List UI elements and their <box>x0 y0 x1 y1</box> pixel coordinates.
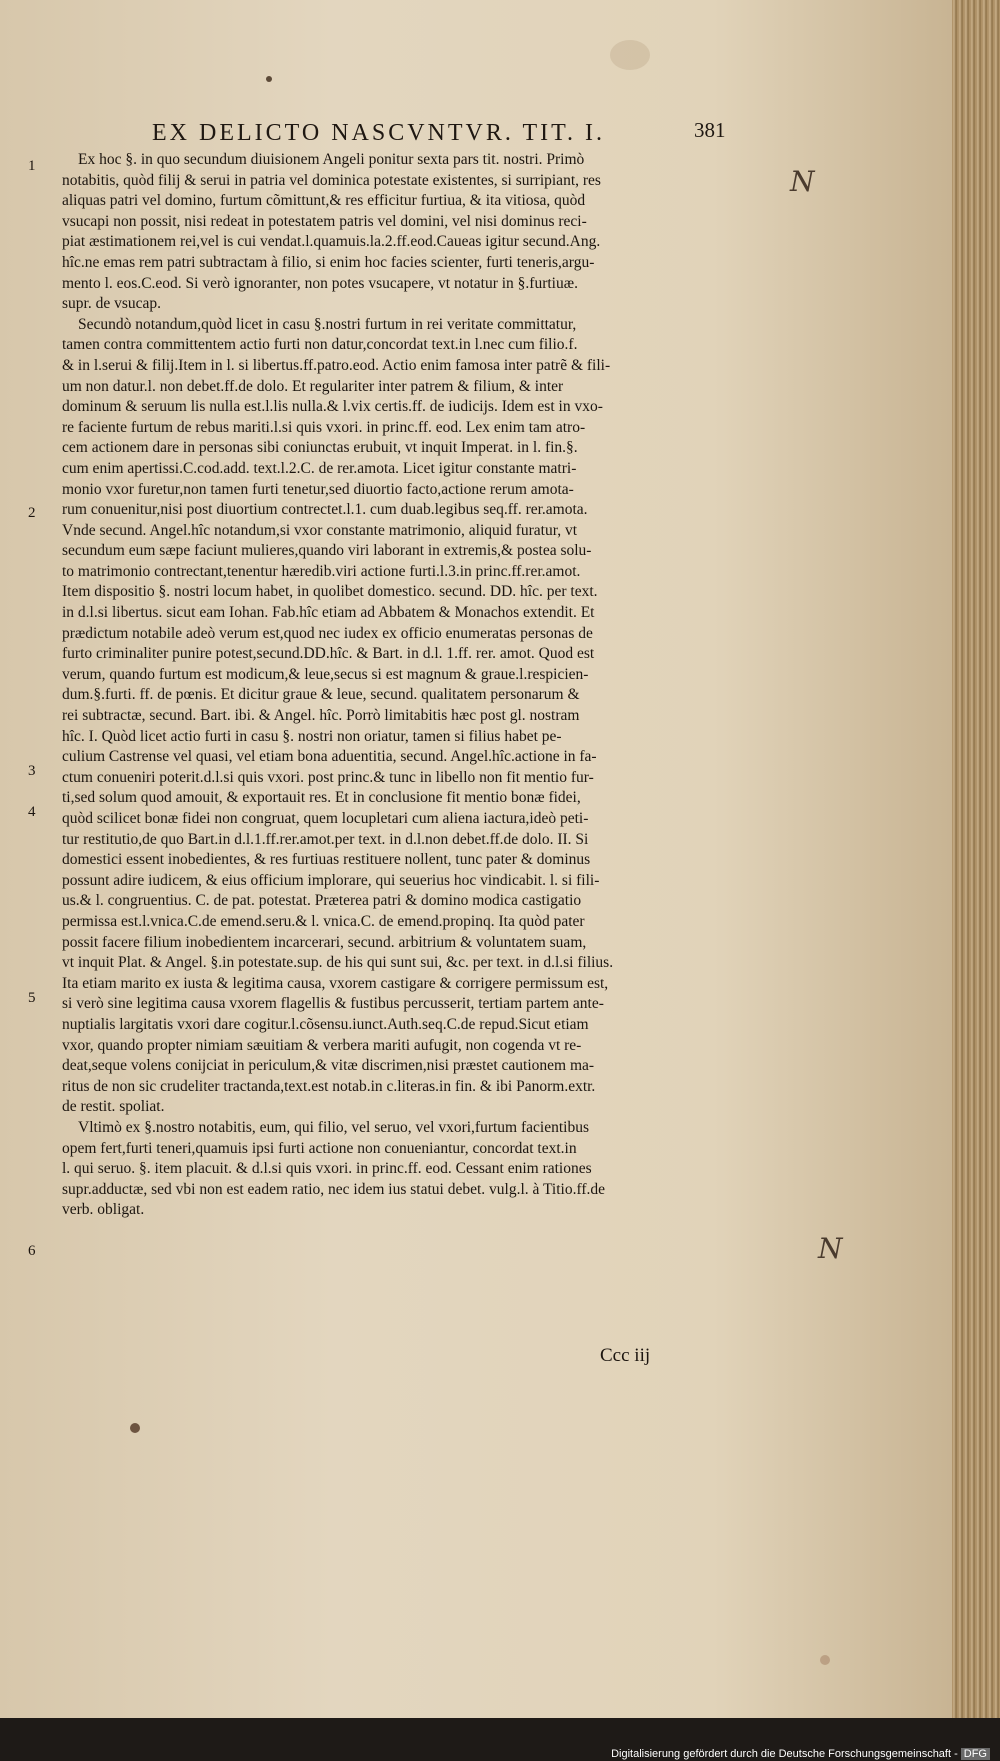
text-line: aliquas patri vel domino, furtum cõmittunt,& res efficitur furtiua, & ita vitiosa, quòd <box>62 192 586 210</box>
marginal-number: 4 <box>28 804 36 820</box>
text-line: ctum conueniri poterit.d.l.si quis vxori. post princ.& tunc in libello non fit mentio fur- <box>62 768 594 786</box>
text-line: supr. de vsucap. <box>62 295 162 313</box>
text-line: Vnde secund. Angel.hîc notandum,si vxor constante matrimonio, aliquid furatur, vt <box>62 521 578 539</box>
text-line: cum enim apertissi.C.cod.add. text.l.2.C. de rer.amota. Licet igitur constante matri- <box>62 459 577 477</box>
text-line: verb. obligat. <box>62 1201 145 1219</box>
text-line: si verò sine legitima causa vxorem flagellis & fustibus percusserit, tertiam partem ante- <box>62 995 604 1013</box>
text-line: vt inquit Plat. & Angel. §.in potestate.sup. de his qui sunt sui, &c. per text. in d.l.si filius. <box>62 954 614 972</box>
text-line: permissa est.l.vnica.C.de emend.seru.& l. vnica.C. de emend.propinq. Ita quòd pater <box>62 912 585 930</box>
text-line: verum, quando furtum est modicum,& leue,secus si est magnum & graue.l.respicien- <box>62 665 589 683</box>
foxing-spot <box>610 40 650 70</box>
text-line: to matrimonio contrectant,tenentur hæredib.viri actione furti.l.3.in princ.ff.rer.amot. <box>62 562 581 580</box>
text-line: mento l. eos.C.eod. Si verò ignoranter, non potes vsucapere, vt notatur in §.furtiuæ. <box>62 274 578 292</box>
text-line: tamen contra committentem actio furti non datur,concordat text.in l.nec cum filio.f. <box>62 336 578 354</box>
credit-text: Digitalisierung gefördert durch die Deutsche Forschungsgemeinschaft - <box>611 1748 958 1760</box>
text-line: secundum eum sæpe faciunt mulieres,quando viri laborant in extremis,& postea solu- <box>62 542 592 560</box>
text-line: piat æstimationem rei,vel is cui vendat.l.quamuis.la.2.ff.eod.Caueas igitur secund.Ang. <box>62 233 601 251</box>
dfg-logo: DFG <box>961 1748 990 1760</box>
text-line: Vltimò ex §.nostro notabitis, eum, qui filio, vel seruo, vel vxori,furtum facientibus <box>78 1118 589 1136</box>
text-line: nuptialis largitatis vxori dare cogitur.l.cõsensu.iunct.Auth.seq.C.de repud.Sicut etiam <box>62 1015 589 1033</box>
foxing-spot <box>820 1655 830 1665</box>
text-line: quòd scilicet bonæ fidei non congruat, quem locupletari cum aliena iactura,ideò peti- <box>62 810 589 827</box>
digitization-credit <box>611 1748 990 1760</box>
text-line: Ita etiam marito ex iusta & legitima causa, vxorem castigare & corrigere permissum est, <box>62 974 609 992</box>
text-line: re faciente furtum de rebus mariti.l.si quis vxori. in princ.ff. eod. Lex enim tam atro- <box>62 418 586 436</box>
text-line: vxor, quando propter nimiam sæuitiam & verbera mariti aufugit, non cogenda vt re- <box>62 1036 582 1054</box>
text-line: dominum & seruum lis nulla est.l.lis nulla.& l.vix certis.ff. de iudicijs. Idem est in vxo- <box>62 398 603 416</box>
text-line: possit facere filium inobedientem incarcerari, secund. arbitrium & voluntatem suam, <box>62 933 587 951</box>
handwritten-annotation: N <box>790 165 815 198</box>
page-fore-edge <box>952 0 1000 1718</box>
text-line: ti,sed solum quod amouit, & exportauit res. Et in conclusione fit mentio bonæ fidei, <box>62 789 581 807</box>
marginal-number: 2 <box>28 505 36 521</box>
text-line: hîc.ne emas rem patri subtractam à filio, si enim hoc facies scienter, furti teneris,argu- <box>62 253 595 271</box>
text-line: possunt adire iudicem, & eius officium implorare, qui seuerius hoc vindicabit. l. si fili- <box>62 871 600 889</box>
text-line: domestici essent inobedientes, & res furtiuas restituere nollent, tunc pater & dominus <box>62 851 591 869</box>
marginal-number: 5 <box>28 990 36 1006</box>
ink-speck <box>130 1423 140 1433</box>
text-line: ritus de non sic crudeliter tractanda,text.est notab.in c.literas.in fin. & ibi Panorm.extr. <box>62 1077 596 1095</box>
text-line: tur restitutio,de quo Bart.in d.l.1.ff.rer.amot.per text. in d.l.non debet.ff.de dolo. II. Si <box>62 830 589 848</box>
text-line: Secundò notandum,quòd licet in casu §.nostri furtum in rei veritate committatur, <box>78 315 577 333</box>
text-line: notabitis, quòd filij & serui in patria vel dominica potestate existentes, si surripiant, res <box>62 171 601 189</box>
text-line: us.& l. congruentius. C. de pat. potestat. Præterea patri & domino modica castigatio <box>62 892 582 910</box>
text-line: vsucapi non possit, nisi redeat in potestatem patris vel domini, vel nisi dominus reci- <box>62 212 587 230</box>
text-line: cem actionem dare in personas sibi coniunctas erubuit, vt inquit Imperat. in l. fin.§. <box>62 439 578 457</box>
body-text <box>62 150 750 1221</box>
text-line: monio vxor furetur,non tamen furti tenetur,sed diuortio facto,actione rerum amota- <box>62 480 574 498</box>
text-line: supr.adductæ, sed vbi non est eadem ratio, nec idem ius statui debet. vulg.l. à Titio.ff.de <box>62 1180 605 1198</box>
marginal-number: 1 <box>28 158 36 174</box>
handwritten-annotation: N <box>818 1232 843 1265</box>
text-line: & in l.serui & filij.Item in l. si libertus.ff.patro.eod. Actio enim famosa inter patrẽ & fili- <box>62 356 611 374</box>
text-line: Item dispositio §. nostri locum habet, in quolibet domestico. secund. DD. hîc. per text. <box>62 583 598 601</box>
paragraph <box>62 150 750 315</box>
text-line: deat,seque volens conijciat in periculum,& vitæ discrimen,nisi præstet cautionem ma- <box>62 1057 595 1075</box>
text-line: in d.l.si libertus. sicut eam Iohan. Fab.hîc etiam ad Abbatem & Monachos extendit. Et <box>62 604 595 622</box>
text-line: Ex hoc §. in quo secundum diuisionem Angeli ponitur sexta pars tit. nostri. Primò <box>78 151 585 168</box>
page-number: 381 <box>694 118 726 142</box>
paragraph <box>62 315 750 1118</box>
paragraph <box>62 1118 750 1221</box>
running-head: EX DELICTO NASCVNTVR. TIT. I. <box>152 120 605 146</box>
text-line: opem fert,furti teneri,quamuis ipsi furti actione non conueniantur, concordat text.in <box>62 1139 577 1157</box>
text-line: de restit. spoliat. <box>62 1098 165 1116</box>
text-line: culium Castrense vel quasi, vel etiam bona aduentitia, secund. Angel.hîc.actione in fa- <box>62 748 597 766</box>
text-line: furto criminaliter punire potest,secund.DD.hîc. & Bart. in d.l. 1.ff. rer. amot. Quod est <box>62 645 595 663</box>
text-line: hîc. I. Quòd licet actio furti in casu §. nostri non oriatur, tamen si filius habet pe- <box>62 727 562 745</box>
text-line: rei subtractæ, secund. Bart. ibi. & Angel. hîc. Porrò limitabitis hæc post gl. nostram <box>62 707 580 725</box>
signature-mark: Ccc iij <box>600 1345 651 1366</box>
text-line: um non datur.l. non debet.ff.de dolo. Et regulariter inter patrem & filium, & inter <box>62 377 564 395</box>
marginal-number: 3 <box>28 763 36 779</box>
ink-speck <box>266 76 272 82</box>
text-line: l. qui seruo. §. item placuit. & d.l.si quis vxori. in princ.ff. eod. Cessant enim rationes <box>62 1160 592 1178</box>
marginal-number: 6 <box>28 1243 36 1259</box>
text-line: rum conuenitur,nisi post diuortium contrectet.l.1. cum duab.legibus seq.ff. rer.amota. <box>62 501 588 519</box>
text-line: prædictum notabile adeò verum est,quod nec iudex ex officio enumeratas personas de <box>62 624 593 642</box>
text-line: dum.§.furti. ff. de pœnis. Et dicitur graue & leue, secund. qualitatem personarum & <box>62 686 580 704</box>
